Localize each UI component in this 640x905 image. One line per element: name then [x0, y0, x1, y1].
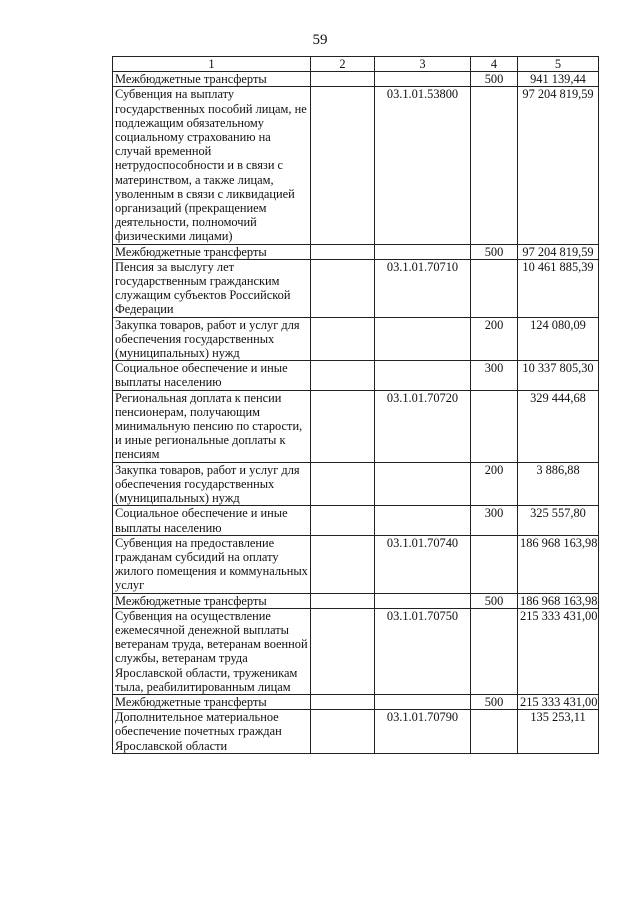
table-row [113, 535, 599, 593]
expense-name-cell: Социальное обеспечение и иные выплаты населению [113, 361, 311, 390]
expense-type-code-cell: 300 [471, 506, 518, 535]
expense-type-code-cell [471, 390, 518, 462]
table-row [113, 72, 599, 87]
column-2-cell [311, 694, 375, 709]
target-article-code-cell [375, 462, 471, 506]
expense-type-code-cell [471, 535, 518, 593]
column-number: 3 [375, 57, 471, 72]
column-2-cell [311, 390, 375, 462]
amount-cell: 329 444,68 [518, 390, 599, 462]
expense-name-cell: Закупка товаров, работ и услуг для обеспечения государственных (муниципальных) нужд [113, 462, 311, 506]
target-article-code-cell [375, 593, 471, 608]
column-2-cell [311, 608, 375, 694]
expense-name-cell: Межбюджетные трансферты [113, 694, 311, 709]
expense-type-code-cell [471, 710, 518, 754]
column-number: 2 [311, 57, 375, 72]
amount-cell: 97 204 819,59 [518, 244, 599, 259]
amount-cell: 215 333 431,00 [518, 694, 599, 709]
column-2-cell [311, 317, 375, 361]
amount-cell: 325 557,80 [518, 506, 599, 535]
expense-name-cell: Пенсия за выслугу лет государственным гражданским служащим субъектов Российской Федерации [113, 259, 311, 317]
target-article-code-cell [375, 244, 471, 259]
expense-name-cell: Межбюджетные трансферты [113, 72, 311, 87]
expense-type-code-cell: 300 [471, 361, 518, 390]
table-row [113, 608, 599, 694]
expense-type-code-cell: 500 [471, 72, 518, 87]
amount-cell: 10 461 885,39 [518, 259, 599, 317]
table-body [113, 57, 599, 754]
column-2-cell [311, 361, 375, 390]
column-number: 5 [518, 57, 599, 72]
budget-table [112, 56, 599, 754]
table-row [113, 506, 599, 535]
column-2-cell [311, 506, 375, 535]
target-article-code-cell [375, 72, 471, 87]
column-2-cell [311, 72, 375, 87]
table-row [113, 259, 599, 317]
target-article-code-cell: 03.1.01.70710 [375, 259, 471, 317]
column-number: 4 [471, 57, 518, 72]
target-article-code-cell: 03.1.01.70790 [375, 710, 471, 754]
column-2-cell [311, 710, 375, 754]
table-row [113, 361, 599, 390]
target-article-code-cell [375, 317, 471, 361]
amount-cell: 124 080,09 [518, 317, 599, 361]
target-article-code-cell [375, 506, 471, 535]
table-row [113, 593, 599, 608]
target-article-code-cell [375, 694, 471, 709]
column-2-cell [311, 593, 375, 608]
expense-type-code-cell [471, 259, 518, 317]
target-article-code-cell: 03.1.01.70750 [375, 608, 471, 694]
target-article-code-cell: 03.1.01.53800 [375, 87, 471, 244]
expense-type-code-cell: 500 [471, 694, 518, 709]
column-2-cell [311, 244, 375, 259]
expense-name-cell: Субвенция на предоставление гражданам субсидий на оплату жилого помещения и коммунальных услуг [113, 535, 311, 593]
column-2-cell [311, 462, 375, 506]
column-2-cell [311, 87, 375, 244]
amount-cell: 186 968 163,98 [518, 593, 599, 608]
table-row [113, 390, 599, 462]
target-article-code-cell [375, 361, 471, 390]
expense-name-cell: Субвенция на выплату государственных пособий лицам, не подлежащим обязательному социальному страхованию на случай временной нетрудоспособности и в связи с материнством, а также лицам, уволенным в связи с ликвидацией организаций (прекращением деятельности, полномочий физическими лицами) [113, 87, 311, 244]
expense-name-cell: Дополнительное материальное обеспечение почетных граждан Ярославской области [113, 710, 311, 754]
expense-name-cell: Региональная доплата к пенсии пенсионерам, получающим минимальную пенсию по старости, и иные региональные доплаты к пенсиям [113, 390, 311, 462]
column-2-cell [311, 259, 375, 317]
expense-name-cell: Межбюджетные трансферты [113, 244, 311, 259]
expense-type-code-cell: 200 [471, 317, 518, 361]
column-2-cell [311, 535, 375, 593]
expense-type-code-cell [471, 608, 518, 694]
expense-name-cell: Закупка товаров, работ и услуг для обеспечения государственных (муниципальных) нужд [113, 317, 311, 361]
expense-name-cell: Субвенция на осуществление ежемесячной денежной выплаты ветеранам труда, ветеранам военной службы, ветеранам труда Ярославской области, труженикам тыла, реабилитированным лицам [113, 608, 311, 694]
expense-name-cell: Межбюджетные трансферты [113, 593, 311, 608]
column-number: 1 [113, 57, 311, 72]
table-row [113, 87, 599, 244]
amount-cell: 10 337 805,30 [518, 361, 599, 390]
expense-type-code-cell: 200 [471, 462, 518, 506]
table-row [113, 710, 599, 754]
table-row [113, 462, 599, 506]
column-number-header-row [113, 57, 599, 72]
page-number: 59 [312, 32, 328, 48]
amount-cell: 215 333 431,00 [518, 608, 599, 694]
table-row [113, 317, 599, 361]
amount-cell: 97 204 819,59 [518, 87, 599, 244]
expense-name-cell: Социальное обеспечение и иные выплаты населению [113, 506, 311, 535]
expense-type-code-cell: 500 [471, 244, 518, 259]
amount-cell: 135 253,11 [518, 710, 599, 754]
table-row [113, 694, 599, 709]
expense-type-code-cell [471, 87, 518, 244]
expense-type-code-cell: 500 [471, 593, 518, 608]
amount-cell: 186 968 163,98 [518, 535, 599, 593]
target-article-code-cell: 03.1.01.70740 [375, 535, 471, 593]
amount-cell: 941 139,44 [518, 72, 599, 87]
amount-cell: 3 886,88 [518, 462, 599, 506]
target-article-code-cell: 03.1.01.70720 [375, 390, 471, 462]
table-row [113, 244, 599, 259]
